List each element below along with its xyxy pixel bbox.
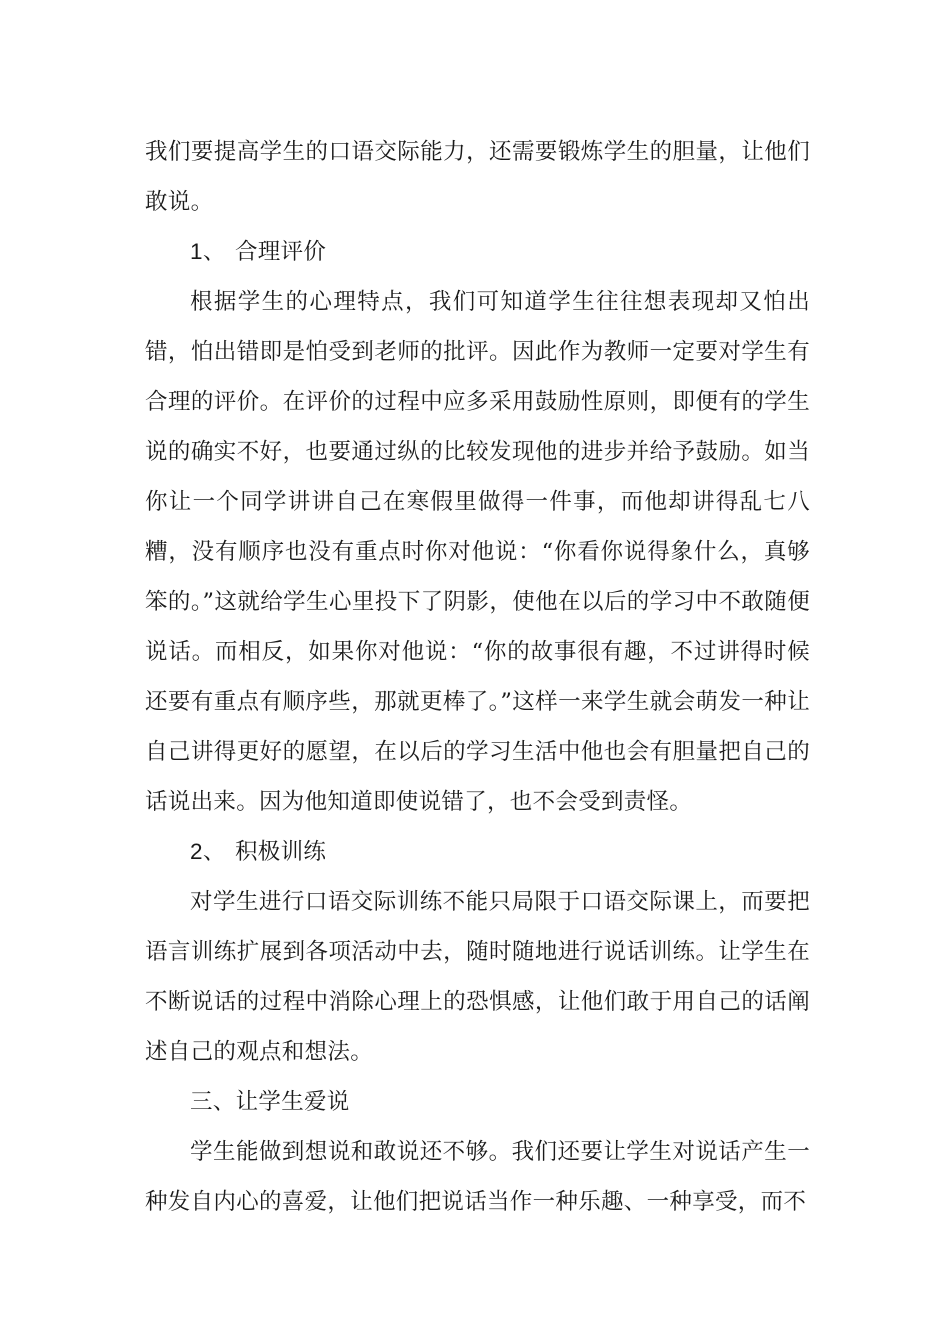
heading-active-training	[190, 827, 790, 877]
heading-number: 1、	[190, 239, 226, 264]
paragraph-training-body: 对学生进行口语交际训练不能只局限于口语交际课上，而要把语言训练扩展到各项活动中去，随时随地进行说话训练。让学生在不断说话的过程中消除心理上的恐惧感，让他们敢于用自己的话阐述自己的观点和想法。	[145, 889, 810, 1065]
paragraph-evaluation-body: 根据学生的心理特点，我们可知道学生往往想表现却又怕出错，怕出错即是怕受到老师的批评。因此作为教师一定要对学生有合理的评价。在评价的过程中应多采用鼓励性原则，即便有的学生说的确实不好，也要通过纵的比较发现他的进步并给予鼓励。如当你让一个同学讲讲自己在寒假里做得一件事，而他却讲得乱七八糟，没有顺序也没有重点时你对他说：“你看你说得象什么，真够笨的。”这就给学生心里投下了阴影，使他在以后的学习中不敢随便说话。而相反，如果你对他说：“你的故事很有趣，不过讲得时候还要有重点有顺序些，那就更棒了。”这样一来学生就会萌发一种让自己讲得更好的愿望，在以后的学习生活中他也会有胆量把自己的话说出来。因为他知道即使说错了，也不会受到责怪。	[145, 289, 810, 815]
heading-reasonable-evaluation	[190, 227, 790, 277]
heading-number: 2、	[190, 839, 226, 864]
paragraph-love-to-speak-body: 学生能做到想说和敢说还不够。我们还要让学生对说话产生一种发自内心的喜爱，让他们把说话当作一种乐趣、一种享受，而不	[145, 1139, 810, 1215]
heading-text: 积极训练	[235, 839, 327, 865]
heading-love-to-speak: 三、让学生爱说	[190, 1089, 350, 1115]
paragraph-dare-to-speak: 我们要提高学生的口语交际能力，还需要锻炼学生的胆量，让他们敢说。	[145, 139, 810, 215]
heading-text: 合理评价	[235, 239, 327, 265]
